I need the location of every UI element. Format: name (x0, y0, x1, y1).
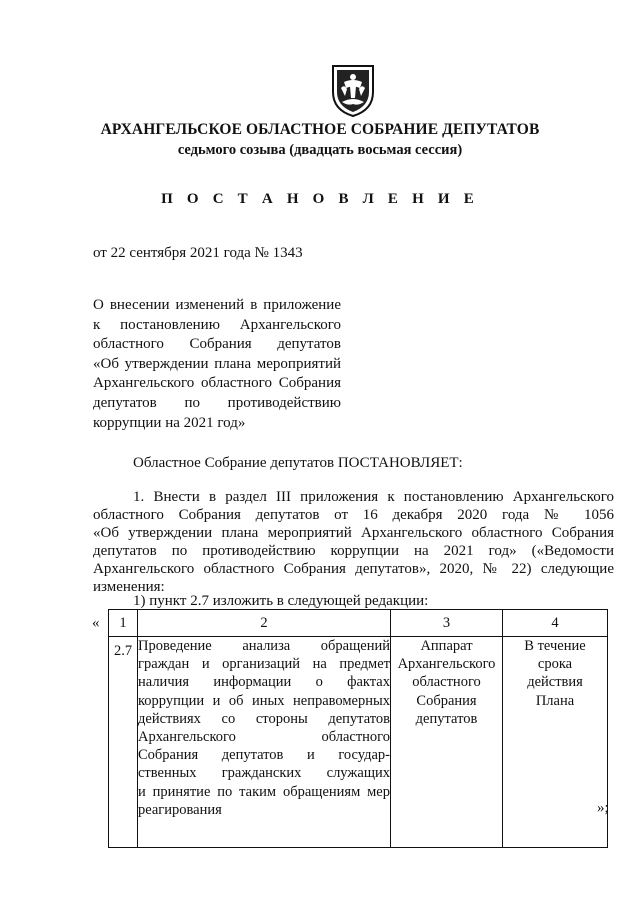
row-number: 2.7 (113, 643, 133, 659)
subject-line: депутатов по противодействию (93, 394, 341, 411)
table-header-cell: 1 (109, 610, 138, 637)
convocation-line: седьмого созыва (двадцать восьмая сессия) (177, 142, 463, 158)
paragraph-line: изменения: (93, 579, 165, 595)
table-row (109, 637, 608, 848)
plan-table (108, 609, 608, 848)
description-line: Собрания депутатов и государ- (138, 747, 390, 764)
description-line: ственных гражданских служащих (138, 765, 390, 782)
subject-line: Архангельского областного Собрания (93, 375, 341, 392)
executor-line: Архангельского (397, 656, 496, 673)
executor-line: Аппарат (420, 638, 473, 654)
row-description-cell (138, 637, 391, 848)
date-number-line: от 22 сентября 2021 года № 1343 (93, 245, 303, 261)
decree-line: Областное Собрание депутатов ПОСТАНОВЛЯЕТ: (133, 455, 463, 471)
paragraph-line: депутатов по противодействию коррупции на 2021 год» («Ведомости (93, 543, 614, 559)
subject-block (93, 296, 341, 433)
paragraph-1 (93, 488, 614, 596)
executor-line: депутатов (415, 710, 478, 727)
table-header-row (109, 610, 608, 637)
description-line: наличия информации о фактах (138, 674, 390, 691)
row-term-cell (503, 637, 608, 848)
executor-line: областного (412, 674, 481, 691)
term-line: Плана (535, 692, 575, 709)
term-line: срока (537, 656, 573, 673)
paragraph-line: Архангельского областного Собрания депутатов», 2020, № 22) следующие (93, 561, 614, 577)
organization-name: АРХАНГЕЛЬСКОЕ ОБЛАСТНОЕ СОБРАНИЕ ДЕПУТАТОВ (100, 121, 540, 138)
description-line: и принятие по таким обращениям мер (138, 783, 390, 800)
quote-close-mark: »; (597, 800, 609, 816)
description-line: Архангельского областного (138, 728, 390, 745)
description-line: граждан и организаций на предмет (138, 656, 390, 673)
table-header-cell: 2 (138, 610, 391, 637)
item-line: 1) пункт 2.7 изложить в следующей редакции: (133, 593, 429, 609)
subject-line: «Об утверждении плана мероприятий (93, 355, 341, 372)
description-line: реагирования (138, 801, 222, 818)
subject-line: коррупции на 2021 год» (93, 414, 246, 431)
description-line: действиях со стороны депутатов (138, 710, 390, 727)
table-header-cell: 3 (391, 610, 503, 637)
document-type-title: П О С Т А Н О В Л Е Н И Е (161, 191, 479, 207)
term-line: В течение (524, 638, 586, 654)
table-header-cell: 4 (503, 610, 608, 637)
row-number-cell (109, 637, 138, 848)
subject-line: О внесении изменений в приложение (93, 297, 341, 313)
paragraph-line: областного Собрания депутатов от 16 декабря 2020 года № 1056 (93, 507, 614, 523)
paragraph-line: 1. Внести в раздел III приложения к постановлению Архангельского (133, 489, 614, 505)
row-executor-cell (391, 637, 503, 848)
coat-of-arms-emblem (330, 62, 376, 118)
executor-line: Собрания (416, 692, 477, 709)
subject-line: областного Собрания депутатов (93, 336, 341, 353)
description-line: коррупции и об иных неправомерных (138, 692, 390, 709)
subject-line: к постановлению Архангельского (93, 316, 341, 333)
paragraph-line: «Об утверждении плана мероприятий Архангельского областного Собрания (93, 525, 614, 541)
description-line: Проведение анализа обращений (138, 638, 390, 654)
term-line: действия (527, 674, 583, 691)
quote-open-mark: « (92, 615, 100, 631)
